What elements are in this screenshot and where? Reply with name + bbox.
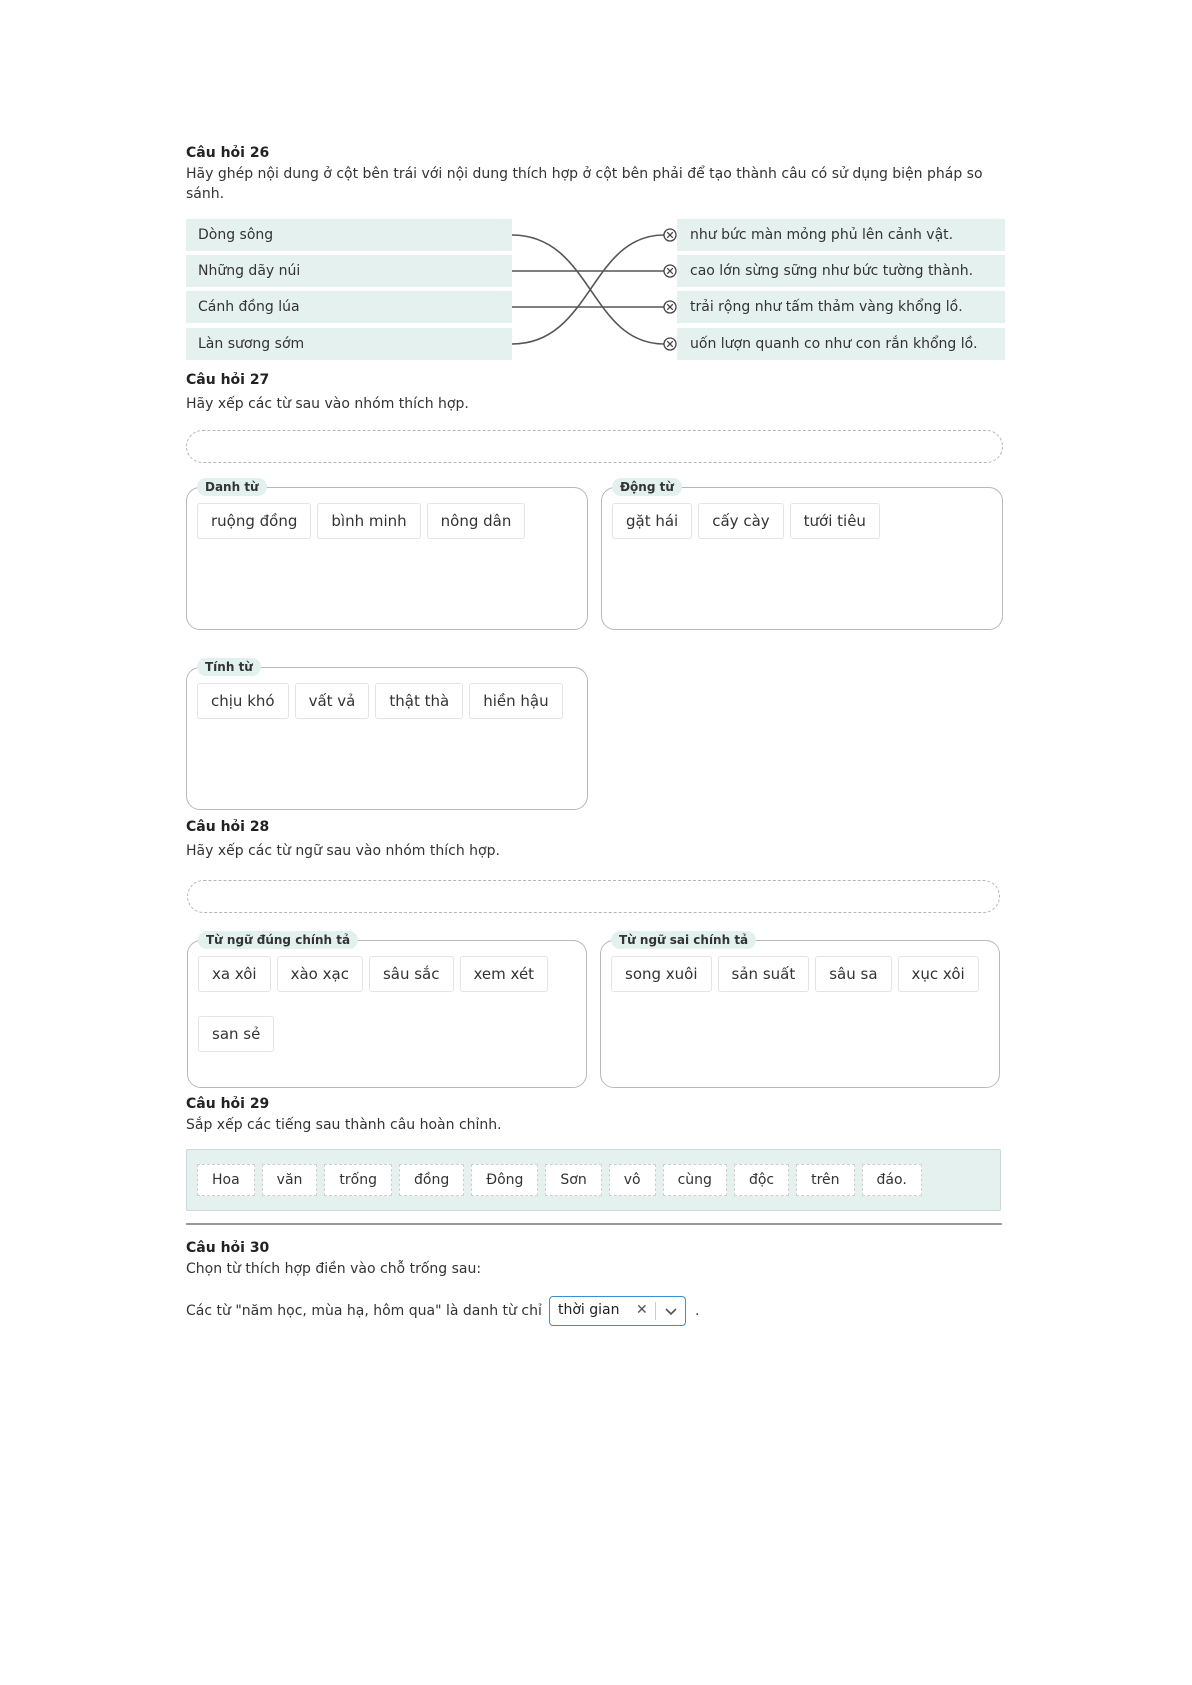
- q28-prompt: Hãy xếp các từ ngữ sau vào nhóm thích hợp.: [186, 843, 500, 859]
- q30-title: Câu hỏi 30: [186, 1240, 270, 1256]
- word-token[interactable]: cùng: [663, 1164, 727, 1196]
- group-label: Tính từ: [197, 658, 261, 676]
- word-token[interactable]: đáo.: [862, 1164, 922, 1196]
- word-chip[interactable]: xục xôi: [898, 956, 979, 992]
- answer-select[interactable]: [549, 1296, 686, 1326]
- word-chip[interactable]: sản suất: [718, 956, 810, 992]
- q27-title: Câu hỏi 27: [186, 372, 270, 388]
- word-token[interactable]: văn: [262, 1164, 318, 1196]
- remove-link-icon[interactable]: [664, 301, 676, 313]
- word-chip[interactable]: xa xôi: [198, 956, 271, 992]
- group-tinh-tu[interactable]: [186, 660, 588, 810]
- match-right-item[interactable]: như bức màn mỏng phủ lên cảnh vật.: [677, 219, 1005, 251]
- word-chip[interactable]: san sẻ: [198, 1016, 274, 1052]
- match-connections: [0, 0, 1192, 400]
- section-divider: [186, 1223, 1002, 1225]
- q29-prompt: Sắp xếp các tiếng sau thành câu hoàn chỉnh.: [186, 1117, 502, 1133]
- word-token[interactable]: vô: [609, 1164, 656, 1196]
- word-chip[interactable]: chịu khó: [197, 683, 289, 719]
- remove-link-icon[interactable]: [664, 338, 676, 350]
- word-chip[interactable]: nông dân: [427, 503, 526, 539]
- select-value: thời gian: [558, 1302, 620, 1318]
- q26-title: Câu hỏi 26: [186, 145, 270, 161]
- q30-sentence: Các từ "năm học, mùa hạ, hôm qua" là danh từ chỉ: [186, 1303, 542, 1319]
- match-line: [512, 235, 664, 344]
- q28-title: Câu hỏi 28: [186, 819, 270, 835]
- q27-prompt: Hãy xếp các từ sau vào nhóm thích hợp.: [186, 396, 469, 412]
- group-label: Từ ngữ sai chính tả: [611, 931, 756, 949]
- q30-sentence-end: .: [695, 1303, 700, 1319]
- sentence-token-area[interactable]: [186, 1149, 1001, 1211]
- word-chip[interactable]: gặt hái: [612, 503, 692, 539]
- match-right-item[interactable]: uốn lượn quanh co như con rắn khổng lồ.: [677, 328, 1005, 360]
- word-chip[interactable]: bình minh: [317, 503, 420, 539]
- group-dung-chinh-ta[interactable]: [187, 933, 587, 1088]
- group-sai-chinh-ta[interactable]: [600, 933, 1000, 1088]
- match-left-item[interactable]: Cánh đồng lúa: [186, 291, 512, 323]
- word-chip[interactable]: sâu sắc: [369, 956, 454, 992]
- word-chip[interactable]: song xuôi: [611, 956, 712, 992]
- group-label: Từ ngữ đúng chính tả: [198, 931, 358, 949]
- word-chip[interactable]: cấy cày: [698, 503, 783, 539]
- chevron-down-icon[interactable]: [661, 1299, 681, 1323]
- word-chip[interactable]: hiền hậu: [469, 683, 562, 719]
- word-token[interactable]: trống: [324, 1164, 392, 1196]
- word-token[interactable]: độc: [734, 1164, 789, 1196]
- remove-link-icon[interactable]: [664, 265, 676, 277]
- word-token[interactable]: đồng: [399, 1164, 464, 1196]
- word-token[interactable]: Đông: [471, 1164, 538, 1196]
- word-pool[interactable]: [186, 430, 1003, 463]
- match-left-item[interactable]: Dòng sông: [186, 219, 512, 251]
- remove-link-icon[interactable]: [664, 229, 676, 241]
- clear-icon[interactable]: ✕: [636, 1302, 648, 1318]
- group-label: Động từ: [612, 478, 682, 496]
- q30-prompt: Chọn từ thích hợp điền vào chỗ trống sau:: [186, 1261, 482, 1277]
- word-chip[interactable]: ruộng đồng: [197, 503, 311, 539]
- group-label: Danh từ: [197, 478, 267, 496]
- word-pool[interactable]: [187, 880, 1000, 913]
- select-separator: [655, 1302, 656, 1320]
- word-chip[interactable]: xào xạc: [277, 956, 363, 992]
- match-left-item[interactable]: Những dãy núi: [186, 255, 512, 287]
- word-chip[interactable]: thật thà: [375, 683, 463, 719]
- word-token[interactable]: Sơn: [545, 1164, 601, 1196]
- word-token[interactable]: Hoa: [197, 1164, 255, 1196]
- word-chip[interactable]: vất vả: [295, 683, 370, 719]
- q29-title: Câu hỏi 29: [186, 1096, 270, 1112]
- match-left-item[interactable]: Làn sương sớm: [186, 328, 512, 360]
- match-line: [512, 235, 664, 344]
- q26-prompt: Hãy ghép nội dung ở cột bên trái với nội dung thích hợp ở cột bên phải để tạo thành câu có sử dụng biện pháp so sánh.: [186, 166, 983, 202]
- word-chip[interactable]: xem xét: [460, 956, 549, 992]
- match-right-item[interactable]: cao lớn sừng sững như bức tường thành.: [677, 255, 1005, 287]
- group-danh-tu[interactable]: [186, 480, 588, 630]
- word-chip[interactable]: tưới tiêu: [790, 503, 880, 539]
- word-chip[interactable]: sâu sa: [815, 956, 891, 992]
- group-dong-tu[interactable]: [601, 480, 1003, 630]
- word-token[interactable]: trên: [796, 1164, 854, 1196]
- match-right-item[interactable]: trải rộng như tấm thảm vàng khổng lồ.: [677, 291, 1005, 323]
